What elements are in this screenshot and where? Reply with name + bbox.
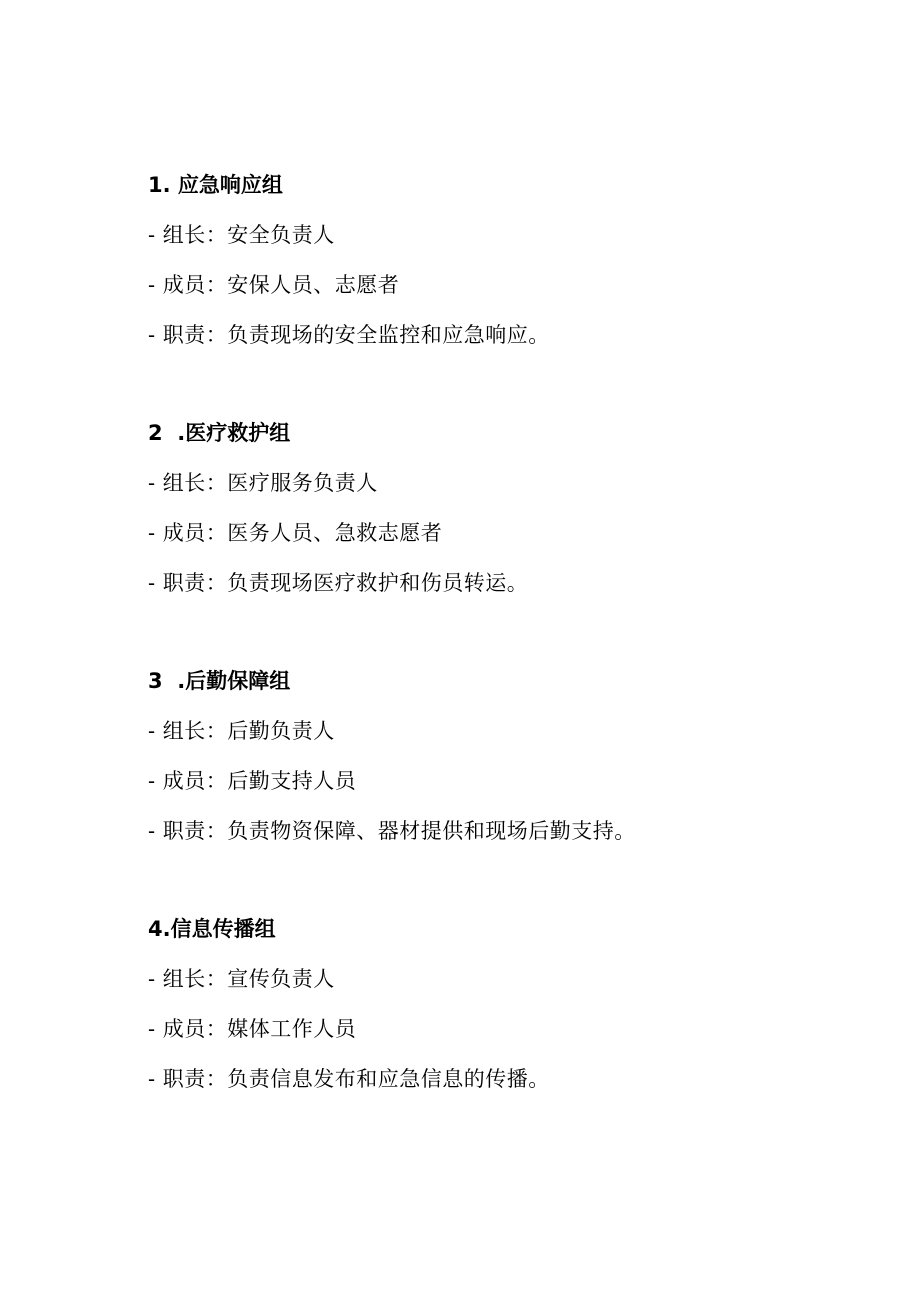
section-heading: 2 .医疗救护组 — [148, 421, 291, 445]
duty-line: - 职责：负责信息发布和应急信息的传播。 — [148, 1067, 550, 1091]
section-information — [148, 914, 848, 1094]
section-heading: 1. 应急响应组 — [148, 173, 283, 197]
members-line: - 成员：后勤支持人员 — [148, 769, 357, 793]
section-logistics — [148, 666, 848, 846]
section-emergency-response — [148, 170, 848, 350]
members-line: - 成员：媒体工作人员 — [148, 1017, 357, 1041]
section-heading: 4.信息传播组 — [148, 917, 276, 941]
section-heading: 3 .后勤保障组 — [148, 669, 291, 693]
members-line: - 成员：医务人员、急救志愿者 — [148, 521, 443, 545]
duty-line: - 职责：负责现场的安全监控和应急响应。 — [148, 323, 550, 347]
leader-line: - 组长：后勤负责人 — [148, 719, 335, 743]
leader-line: - 组长：安全负责人 — [148, 223, 335, 247]
duty-line: - 职责：负责物资保障、器材提供和现场后勤支持。 — [148, 819, 636, 843]
leader-line: - 组长：宣传负责人 — [148, 967, 335, 991]
duty-line: - 职责：负责现场医疗救护和伤员转运。 — [148, 571, 529, 595]
leader-line: - 组长：医疗服务负责人 — [148, 471, 378, 495]
section-medical-rescue — [148, 418, 848, 598]
members-line: - 成员：安保人员、志愿者 — [148, 273, 400, 297]
